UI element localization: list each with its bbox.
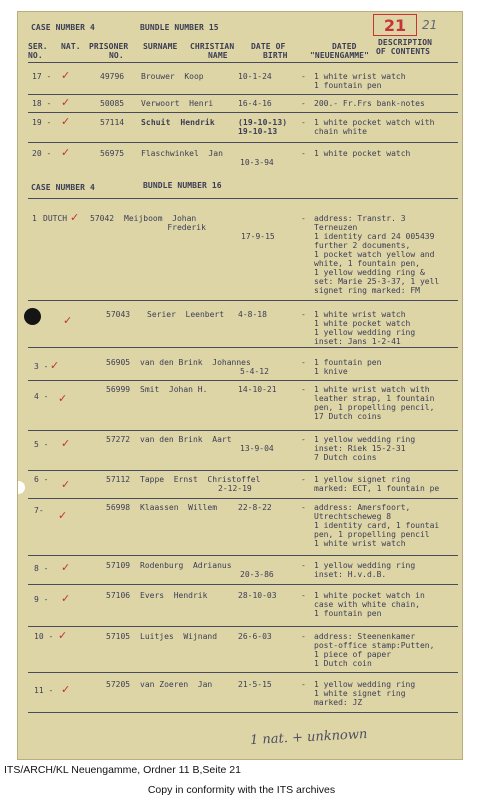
divider (28, 198, 458, 199)
contents: 1 white pocket watch with chain white (314, 118, 435, 136)
ser-no: 9 - (34, 595, 49, 604)
ser-no: 17 - (32, 72, 52, 81)
check-mark: ✓ (61, 69, 71, 82)
divider (28, 712, 458, 713)
ser-no: 11 - (34, 686, 54, 695)
contents: 1 yellow signet ring marked: ECT, 1 fountain pe (314, 475, 440, 493)
prisoner-name: Tappe Ernst Christoffel (140, 475, 261, 484)
contents: 1 white wrist watch 1 fountain pen (314, 72, 406, 90)
contents: address: Amersfoort, Utrechtscheweg 8 1 identity card, 1 fountai pen, 1 propelling pencil 1 white wrist watch (314, 503, 440, 548)
date-of-birth: 21-5-15 (238, 680, 272, 689)
divider (28, 62, 458, 63)
contents: 1 yellow wedding ring inset: Riek 15-2-31 7 Dutch coins (314, 435, 416, 462)
header-surname: SURNAME (143, 42, 178, 51)
divider (28, 112, 458, 113)
dash: - (301, 561, 306, 570)
prisoner-no: 57272 (106, 435, 131, 444)
document-page (17, 11, 463, 760)
copy-note: Copy in conformity with the ITS archives (147, 784, 336, 796)
handwritten-note: 1 nat. + unknown (249, 726, 368, 749)
punch-hole (17, 481, 25, 494)
prisoner-name: Flaschwinkel Jan (141, 149, 223, 158)
prisoner-name: Luitjes Wijnand (140, 632, 218, 641)
prisoner-no: 57112 (106, 475, 131, 484)
date-of-birth: 14-10-21 (238, 385, 277, 394)
divider (28, 94, 458, 95)
prisoner-no: 56998 (106, 503, 131, 512)
prisoner-name: Rodenburg Adrianus (140, 561, 232, 570)
ser-no: 5 - (34, 440, 49, 449)
header-prisoner-no: PRISONER NO. (89, 42, 129, 60)
prisoner-no: 56905 (106, 358, 131, 367)
contents: 200.- Fr.Frs bank-notes (314, 99, 425, 108)
ser-no: 7- (34, 506, 44, 515)
prisoner-name: Klaassen Willem (140, 503, 218, 512)
prisoner-name: Brouwer Koop (141, 72, 204, 81)
date-of-birth: 4-8-18 (238, 310, 267, 319)
ser-no: 8 - (34, 564, 49, 573)
contents: 1 white wrist watch 1 white pocket watch 1 yellow wedding ring inset: Jans 1-2-41 (314, 310, 416, 346)
contents: address: Transtr. 3 Terneuzen 1 identity card 24 005439 further 2 documents, 1 pocket watch yellow and white, 1 fountain pen, 1 yellow wedding ring & set: Marie 25-3-37, 1 yell signet ring marked: FM (314, 214, 440, 295)
date-of-birth: 5-4-12 (240, 367, 269, 376)
dash: - (301, 118, 306, 127)
contents: 1 yellow wedding ring inset: H.v.d.B. (314, 561, 416, 579)
divider (28, 347, 458, 348)
prisoner-no: 57043 (106, 310, 131, 319)
bundle-label-2: BUNDLE NUMBER 16 (143, 181, 222, 190)
header-date-of-birth: DATE OF BIRTH (251, 42, 288, 60)
prisoner-no: 56999 (106, 385, 131, 394)
check-mark: ✓ (58, 509, 68, 522)
prisoner-no: 49796 (100, 72, 125, 81)
divider (28, 380, 458, 381)
prisoner-name: van den Brink Aart (140, 435, 232, 444)
ser-no: 10 - (34, 632, 54, 641)
punch-hole (24, 308, 41, 325)
ser-no: 4 - (34, 392, 49, 401)
dash: - (301, 385, 306, 394)
prisoner-no: 57205 (106, 680, 131, 689)
check-mark: ✓ (50, 359, 60, 372)
divider (28, 498, 458, 499)
prisoner-no: 50085 (100, 99, 125, 108)
check-mark: ✓ (61, 561, 71, 574)
header-christian-name: CHRISTIAN NAME (190, 42, 235, 60)
check-mark: ✓ (61, 592, 71, 605)
page-number-stamp: 21 (373, 14, 417, 36)
ser-no: 18 - (32, 99, 52, 108)
case-label-1: CASE NUMBER 4 (31, 23, 95, 32)
ser-no: 6 - (34, 475, 49, 484)
date-of-birth: 10-1-24 (238, 72, 272, 81)
divider (28, 555, 458, 556)
date-of-birth: 26-6-03 (238, 632, 272, 641)
date-of-birth: 17-9-15 (241, 232, 275, 241)
contents: 1 yellow wedding ring 1 white signet ring marked: JZ (314, 680, 416, 707)
case-label-2: CASE NUMBER 4 (31, 183, 95, 192)
pencil-page-number: 21 (422, 18, 438, 32)
check-mark: ✓ (61, 115, 71, 128)
check-mark: ✓ (61, 683, 71, 696)
date-of-birth: 28-10-03 (238, 591, 277, 600)
dash: - (301, 149, 306, 158)
ser-no: 1 (32, 214, 37, 223)
prisoner-no: 56975 (100, 149, 125, 158)
contents: 1 fountain pen 1 knive (314, 358, 382, 376)
prisoner-name: van Zoeren Jan (140, 680, 213, 689)
prisoner-name: Smit Johan H. (140, 385, 208, 394)
divider (28, 626, 458, 627)
check-mark: ✓ (70, 211, 80, 224)
prisoner-no: 57114 (100, 118, 125, 127)
divider (28, 470, 458, 471)
prisoner-name: Schuit Hendrik (141, 118, 215, 127)
divider (28, 584, 458, 585)
header-description: DESCRIPTION OF CONTENTS (376, 38, 433, 56)
contents: 1 white wrist watch with leather strap, 1 fountain pen, 1 propelling pencil, 17 Dutch coins (314, 385, 435, 421)
dash: - (301, 99, 306, 108)
check-mark: ✓ (63, 314, 73, 327)
divider (28, 300, 458, 301)
divider (28, 672, 458, 673)
check-mark: ✓ (61, 146, 71, 159)
check-mark: ✓ (61, 478, 71, 491)
dash: - (301, 214, 306, 223)
dash: - (301, 475, 306, 484)
date-of-birth: 13-9-04 (240, 444, 274, 453)
archive-source: ITS/ARCH/KL Neuengamme, Ordner 11 B,Seite 21 (4, 764, 241, 776)
date-of-birth: 20-3-86 (240, 570, 274, 579)
prisoner-name: van den Brink Johannes (140, 358, 251, 367)
date-of-birth: 22-8-22 (238, 503, 272, 512)
prisoner-no: 57106 (106, 591, 131, 600)
date-of-birth: (19-10-13) 19-10-13 (238, 118, 288, 136)
prisoner-name: Verwoort Henri (141, 99, 214, 108)
dash: - (301, 72, 306, 81)
dash: - (301, 358, 306, 367)
prisoner-no: 57105 (106, 632, 131, 641)
nationality: DUTCH (43, 214, 68, 223)
divider (28, 430, 458, 431)
header-ser-no: SER. NO. (28, 42, 48, 60)
dash: - (301, 680, 306, 689)
prisoner-no: 57042 (90, 214, 115, 223)
check-mark: ✓ (58, 629, 68, 642)
dash: - (301, 310, 306, 319)
prisoner-name: Meijboom Johan Frederik (124, 214, 206, 232)
date-of-birth: 10-3-94 (240, 158, 274, 167)
check-mark: ✓ (61, 96, 71, 109)
ser-no: 3 - (34, 362, 49, 371)
dash: - (301, 503, 306, 512)
prisoner-name: Evers Hendrik (140, 591, 208, 600)
dash: - (301, 591, 306, 600)
check-mark: ✓ (58, 392, 68, 405)
date-of-birth: 16-4-16 (238, 99, 272, 108)
prisoner-no: 57109 (106, 561, 131, 570)
bundle-label-1: BUNDLE NUMBER 15 (140, 23, 219, 32)
contents: 1 white pocket watch in case with white chain, 1 fountain pen (314, 591, 425, 618)
contents: 1 white pocket watch (314, 149, 411, 158)
ser-no: 19 - (32, 118, 52, 127)
prisoner-name: Serier Leenbert (147, 310, 225, 319)
date-of-birth: 2-12-19 (218, 484, 252, 493)
contents: address: Steenenkamer post-office stamp:Putten, 1 piece of paper 1 Dutch coin (314, 632, 435, 668)
dash: - (301, 632, 306, 641)
dash: - (301, 435, 306, 444)
header-nat: NAT. (61, 42, 81, 51)
check-mark: ✓ (61, 437, 71, 450)
divider (28, 142, 458, 143)
ser-no: 20 - (32, 149, 52, 158)
header-dated: DATED "NEUENGAMME" (310, 42, 369, 60)
